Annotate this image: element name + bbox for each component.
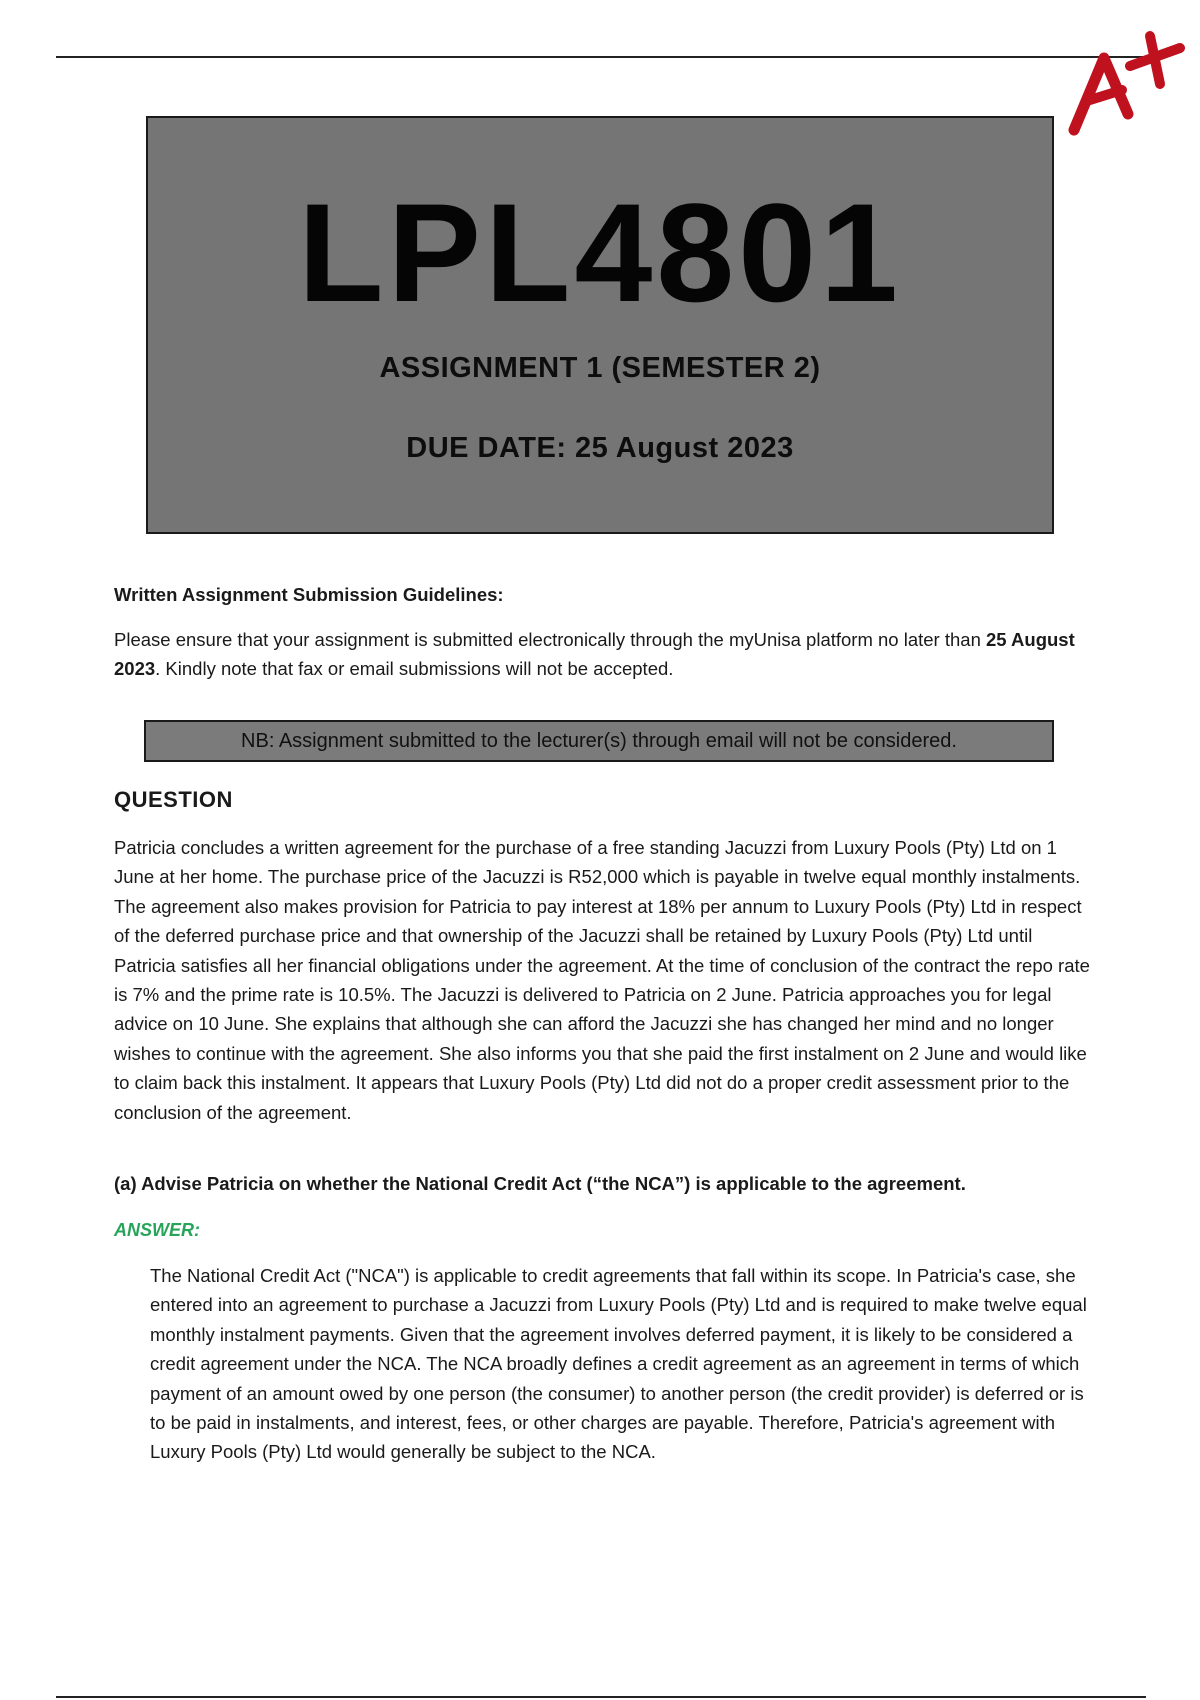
guidelines-heading: Written Assignment Submission Guidelines:	[114, 584, 504, 605]
top-rule	[56, 56, 1146, 58]
guidelines-text-start: Please ensure that your assignment is submitted electronically through the myUnisa platform no later than	[114, 629, 987, 650]
assignment-title: ASSIGNMENT 1 (SEMESTER 2)	[379, 352, 821, 384]
bottom-rule	[56, 1696, 1146, 1698]
guidelines-due-date: 25 August 2023	[114, 629, 1075, 679]
answer-text: The National Credit Act ("NCA") is applicable to credit agreements that fall within its scope. In Patricia's case, she entered into an agreement to purchase a Jacuzzi from Luxury Pools (Pty) Ltd and is required to make twelve equal monthly instalment payments. Given that the agreement involves deferred payment, it is likely to be considered a credit agreement under the NCA. The NCA broadly defines a credit agreement as an agreement in terms of which payment of an amount owed by one person (the consumer) to another person (the credit provider) is deferred or is to be paid in instalments, and interest, fees, or other charges are payable. Therefore, Patricia's agreement with Luxury Pools (Pty) Ltd would generally be subject to the NCA.	[150, 1265, 1087, 1463]
course-code: LPL4801	[298, 174, 902, 331]
due-date: DUE DATE: 25 August 2023	[406, 432, 794, 464]
guidelines-text-end: . Kindly note that fax or email submissions will not be accepted.	[155, 658, 674, 679]
grade-stamp-image	[1060, 18, 1190, 138]
cover-title-box	[146, 116, 1054, 534]
grade-stamp	[1060, 18, 1190, 138]
question-heading: QUESTION	[114, 787, 233, 812]
guidelines-text	[114, 625, 1094, 683]
question-part-a: (a) Advise Patricia on whether the National Credit Act (“the NCA”) is applicable to the agreement.	[114, 1173, 966, 1194]
answer-label: ANSWER:	[114, 1220, 200, 1240]
question-scenario: Patricia concludes a written agreement for the purchase of a free standing Jacuzzi from Luxury Pools (Pty) Ltd on 1 June at her home. The purchase price of the Jacuzzi is R52,000 which is payable in twelve equal monthly instalments. The agreement also makes provision for Patricia to pay interest at 18% per annum to Luxury Pools (Pty) Ltd in respect of the deferred purchase price and that ownership of the Jacuzzi shall be retained by Luxury Pools (Pty) Ltd until Patricia satisfies all her financial obligations under the agreement. At the time of conclusion of the contract the repo rate is 7% and the prime rate is 10.5%. The Jacuzzi is delivered to Patricia on 2 June. Patricia approaches you for legal advice on 10 June. She explains that although she can afford the Jacuzzi she has changed her mind and no longer wishes to continue with the agreement. She also informs you that she paid the first instalment on 2 June and would like to claim back this instalment. It appears that Luxury Pools (Pty) Ltd did not do a proper credit assessment prior to the conclusion of the agreement.	[114, 837, 1090, 1123]
email-notice-box: NB: Assignment submitted to the lecturer(s) through email will not be considered.	[144, 720, 1054, 762]
